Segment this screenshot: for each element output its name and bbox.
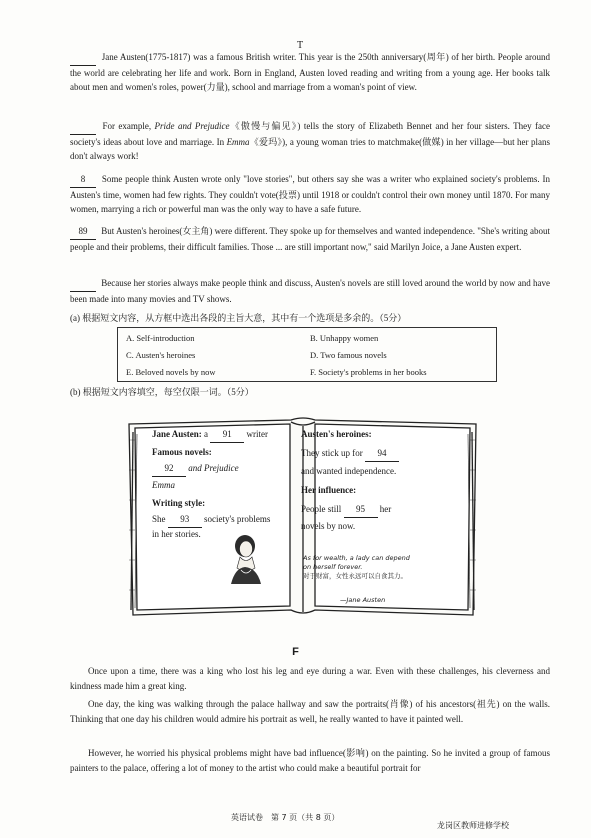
line1-pre: a — [204, 429, 209, 439]
question-a-prompt: (a) 根据短文内容，从方框中选出各段的主旨大意，其中有一个选项是多余的。（5分） — [70, 313, 407, 323]
section-f-letter: F — [292, 646, 299, 658]
paragraph-2-text-mid: 《傲慢与偏见》) tells the story of Elizabeth Bennet and her four sisters. They face society's ideas about love and marriage. In — [70, 121, 551, 147]
page-top-mark: T — [297, 40, 304, 51]
novel-line-1 — [152, 462, 239, 477]
passage-paragraph-3 — [70, 172, 550, 217]
famous-novels-label: Famous novels: — [152, 447, 212, 457]
paragraph-2-text-before: For example, — [102, 121, 152, 131]
section-f-paragraph-2: One day, the king was walking through the palace hallway and saw the portraits(肖像) of his ancestors(祖先) on the walls. Thinking that one day his children would admire his portrait as well, he really wanted to have it painted well. — [70, 699, 550, 724]
option-d: D. Two famous novels — [310, 350, 387, 360]
heroines-line-2: and wanted independence. — [301, 466, 397, 476]
option-f: F. Society's problems in her books — [310, 367, 427, 377]
heading-blank-2[interactable] — [70, 119, 96, 135]
paragraph-3-text: Some people think Austen wrote only "love stories", but others say she was a writer who explained society's problems. In Austen's time, women had few rights. They couldn't vote(投票) until 1918 or couldn't control their own money until 1870. For many women, marrying a rich or powerful man was the only way to have a safe future. — [70, 174, 551, 215]
section-f-paragraph-3: However, he worried his physical problems might have bad influence(影响) on the painting. So he invited a group of famous painters to the palace, offering a lot of money to the artist who could make a beautiful portrait for — [70, 748, 550, 773]
paragraph-4-text: But Austen's heroines(女主角) were different. They spoke up for themselves and wanted independence. "She's writing about people and their problems, their difficult families. Those ... are still important now," said Marilyn Joice, a Jane Austen expert. — [70, 226, 551, 252]
influence-line-2: novels by now. — [301, 521, 356, 531]
heading-blank-3[interactable]: 8 — [70, 172, 96, 188]
heading-blank-4[interactable]: 89 — [70, 224, 96, 240]
paragraph-5-text: Because her stories always make people think and discuss, Austen's novels are still loved around the world by now and have been made into many movies and TV shows. — [70, 278, 550, 304]
heroines-line-1 — [301, 447, 399, 462]
heading-blank-5[interactable] — [70, 276, 96, 292]
answer-blank-94[interactable]: 94 — [365, 447, 399, 462]
quote-english: As for wealth, a lady can depend on herself forever. — [303, 554, 410, 571]
h1-pre: They stick up for — [301, 448, 363, 458]
question-b-prompt: (b) 根据短文内容填空，每空仅限一词。（5分） — [70, 387, 254, 397]
line1-post: writer — [246, 429, 269, 439]
option-a: A. Self-introduction — [126, 333, 195, 343]
paragraph-2-text-after: 《爱玛》), a young woman tries to matchmake(做媒) in her village—but her plans don't always work! — [70, 136, 550, 162]
book-title-emma: Emma — [226, 136, 250, 147]
famous-novels-heading — [152, 446, 212, 460]
book-title-pride: Pride and Prejudice — [154, 121, 230, 131]
influence-label: Her influence: — [301, 485, 357, 495]
answer-blank-95[interactable]: 95 — [344, 503, 378, 518]
left-page-line1 — [152, 428, 268, 443]
option-e: E. Beloved novels by now — [126, 367, 216, 377]
quote-chinese: 对于财富，女性永远可以自食其力。 — [303, 571, 407, 580]
influence-line-1 — [301, 503, 391, 518]
influence-heading — [301, 484, 356, 498]
heroines-label: Austen's heroines: — [301, 429, 372, 439]
passage-paragraph-5 — [70, 276, 550, 306]
novel1-rest: and Prejudice — [188, 463, 239, 473]
style-line-1 — [152, 513, 270, 528]
writing-style-heading — [152, 497, 205, 511]
options-box — [117, 327, 497, 382]
austen-quote — [303, 554, 411, 580]
answer-blank-92[interactable]: 92 — [152, 462, 186, 477]
section-f-paragraph-1: Once upon a time, there was a king who lost his leg and eye during a war. Even with these challenges, his cleverness and kindness made him a great king. — [70, 666, 550, 691]
style-pre: She — [152, 514, 166, 524]
page-footer: 英语试卷 第 7 页（共 8 页） — [231, 813, 340, 822]
label-jane-austen: Jane Austen: — [152, 429, 202, 439]
option-c: C. Austen's heroines — [126, 350, 196, 360]
passage-paragraph-4 — [70, 224, 550, 254]
answer-blank-91[interactable]: 91 — [210, 428, 244, 443]
passage-paragraph-2 — [70, 119, 550, 164]
heading-blank-1[interactable] — [70, 50, 96, 66]
option-b: B. Unhappy women — [310, 333, 379, 343]
paragraph-1-text: Jane Austen(1775-1817) was a famous British writer. This year is the 250th anniversary(周年) of her birth. People around the world are celebrating her life and work. Born in England, Austen loved reading and writing from a young age. Her books talk about men and women's roles, power(力量), school and marriage from a woman's point of view. — [70, 52, 550, 93]
i1-post: her — [379, 504, 392, 514]
i1-pre: People still — [301, 504, 342, 514]
school-watermark: 龙岗区教师进修学校 — [437, 821, 509, 830]
heroines-heading — [301, 428, 372, 442]
novel-line-2: Emma — [152, 480, 175, 490]
style-post: society's problems — [204, 514, 271, 524]
passage-paragraph-1 — [70, 50, 550, 95]
quote-author: —Jane Austen — [340, 596, 386, 604]
writing-style-label: Writing style: — [152, 498, 206, 508]
answer-blank-93[interactable]: 93 — [168, 513, 202, 528]
style-line-2: in her stories. — [152, 529, 201, 539]
